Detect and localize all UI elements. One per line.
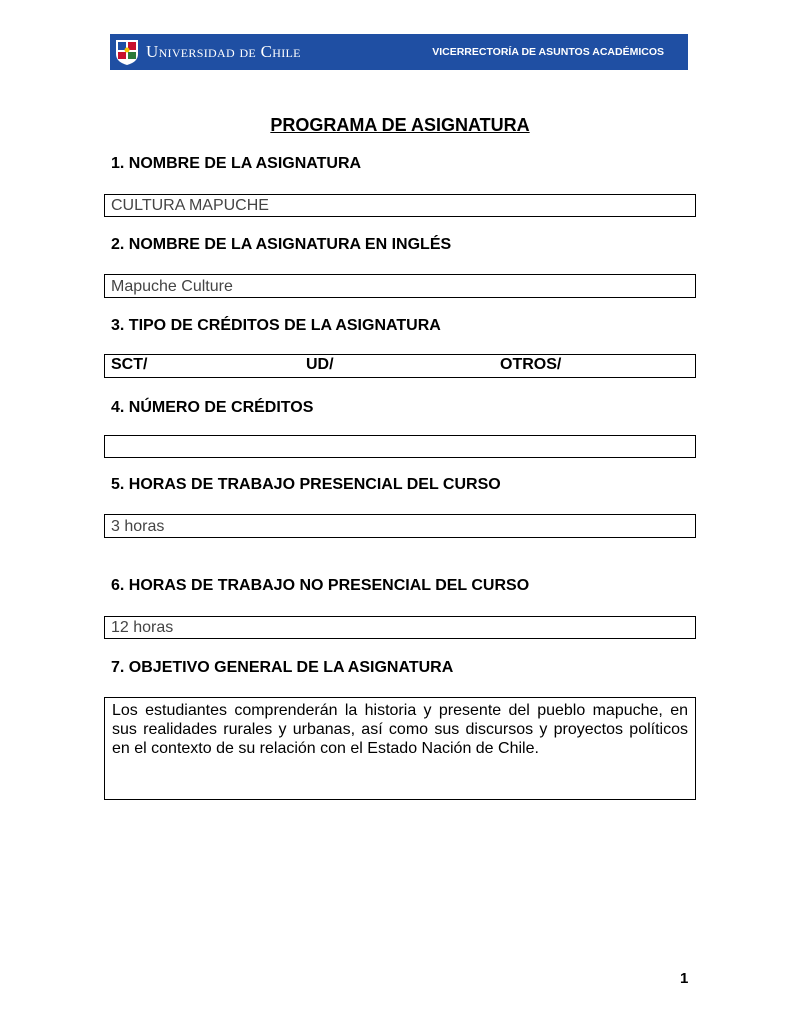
page-title: PROGRAMA DE ASIGNATURA (270, 115, 530, 135)
independent-hours-field: 12 horas (104, 616, 696, 639)
course-name-english-field: Mapuche Culture (104, 274, 696, 298)
university-name: Universidad de Chile (146, 42, 301, 61)
credit-type-sct: SCT/ (111, 356, 148, 373)
section-3-heading: 3. TIPO DE CRÉDITOS DE LA ASIGNATURA (111, 317, 441, 334)
header-banner (110, 34, 688, 70)
section-1-heading: 1. NOMBRE DE LA ASIGNATURA (111, 155, 362, 172)
credit-type-ud: UD/ (306, 356, 334, 373)
credit-type-otros: OTROS/ (500, 356, 562, 373)
credit-type-field (104, 354, 696, 378)
course-name-field: CULTURA MAPUCHE (104, 194, 696, 217)
credit-number-field (104, 435, 696, 458)
section-4-heading: 4. NÚMERO DE CRÉDITOS (111, 399, 314, 416)
section-7-heading: 7. OBJETIVO GENERAL DE LA ASIGNATURA (111, 659, 454, 676)
general-objective-field: Los estudiantes comprenderán la historia y presente del pueblo mapuche, en sus realidades rurales y urbanas, así como sus discursos y proyectos políticos en el contexto de su relación con el Estado Nación de Chile. (104, 697, 696, 800)
contact-hours-field: 3 horas (104, 514, 696, 538)
university-crest-icon (114, 38, 140, 66)
section-2-heading: 2. NOMBRE DE LA ASIGNATURA EN INGLÉS (111, 236, 452, 253)
page-number: 1 (680, 970, 689, 987)
section-6-heading: 6. HORAS DE TRABAJO NO PRESENCIAL DEL CURSO (111, 577, 530, 594)
section-5-heading: 5. HORAS DE TRABAJO PRESENCIAL DEL CURSO (111, 476, 501, 493)
office-name: VICERRECTORÍA DE ASUNTOS ACADÉMICOS (432, 46, 664, 58)
